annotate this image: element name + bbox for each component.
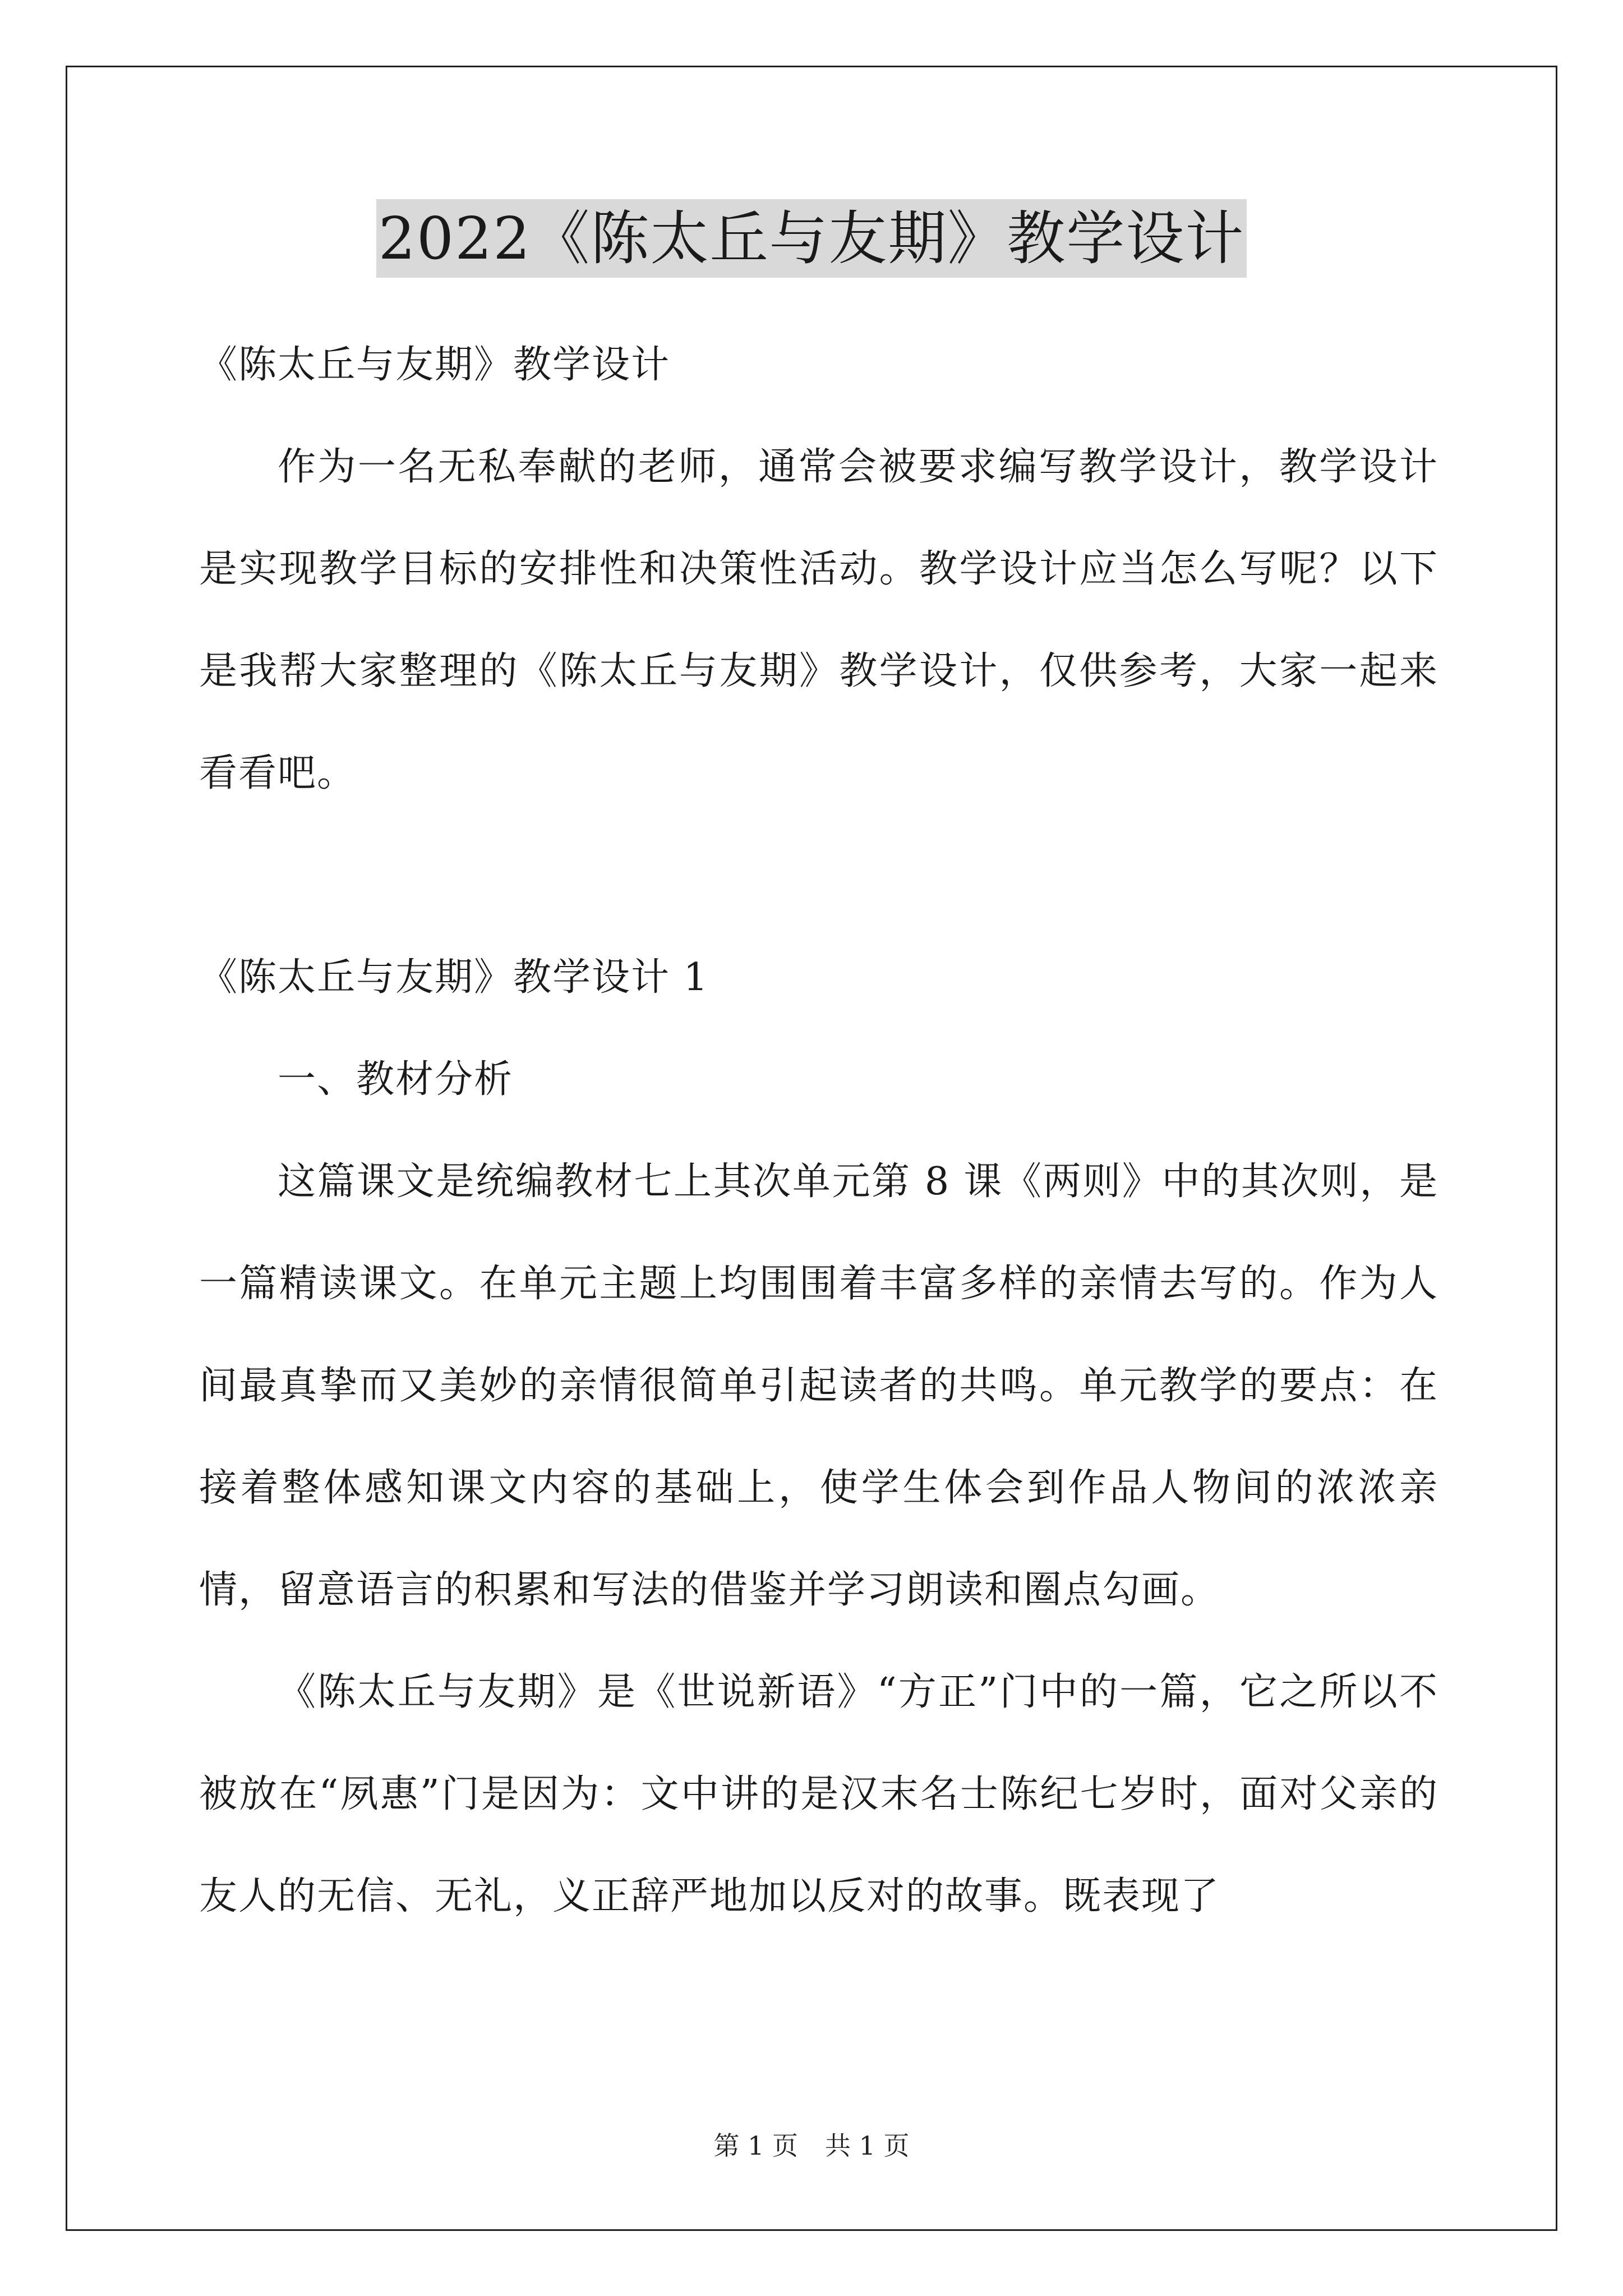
section-title: 《陈太丘与友期》教学设计 1 bbox=[199, 955, 709, 1000]
page-total: 共 1 页 bbox=[825, 2131, 910, 2161]
document-body bbox=[199, 314, 1438, 1948]
page-footer bbox=[0, 2129, 1623, 2162]
page-number: 第 1 页 bbox=[713, 2131, 798, 2161]
document-title: 2022《陈太丘与友期》教学设计 bbox=[376, 199, 1247, 278]
title-container bbox=[0, 199, 1623, 278]
body-paragraph-1: 这篇课文是统编教材七上其次单元第 8 课《两则》中的其次则，是一篇精读课文。在单元主题上均围围着丰富多样的亲情去写的。作为人间最真挚而又美妙的亲情很简单引起读者的共鸣。单元教学的要点：在接着整体感知课文内容的基础上，使学生体会到作品人物间的浓浓亲情，留意语言的积累和写法的借鉴并学习朗读和圈点勾画。 bbox=[199, 1159, 1438, 1612]
paragraph-gap bbox=[199, 825, 1438, 927]
intro-paragraph: 作为一名无私奉献的老师，通常会被要求编写教学设计，教学设计是实现教学目标的安排性和决策性活动。教学设计应当怎么写呢？以下是我帮大家整理的《陈太丘与友期》教学设计，仅供参考，大家一起来看看吧。 bbox=[199, 445, 1438, 795]
section-heading: 一、教材分析 bbox=[278, 1057, 514, 1102]
document-subtitle: 《陈太丘与友期》教学设计 bbox=[199, 343, 671, 387]
body-paragraph-2: 《陈太丘与友期》是《世说新语》“方正”门中的一篇，它之所以不被放在“夙惠”门是因为：文中讲的是汉末名士陈纪七岁时，面对父亲的友人的无信、无礼，义正辞严地加以反对的故事。既表现了 bbox=[199, 1670, 1438, 1918]
